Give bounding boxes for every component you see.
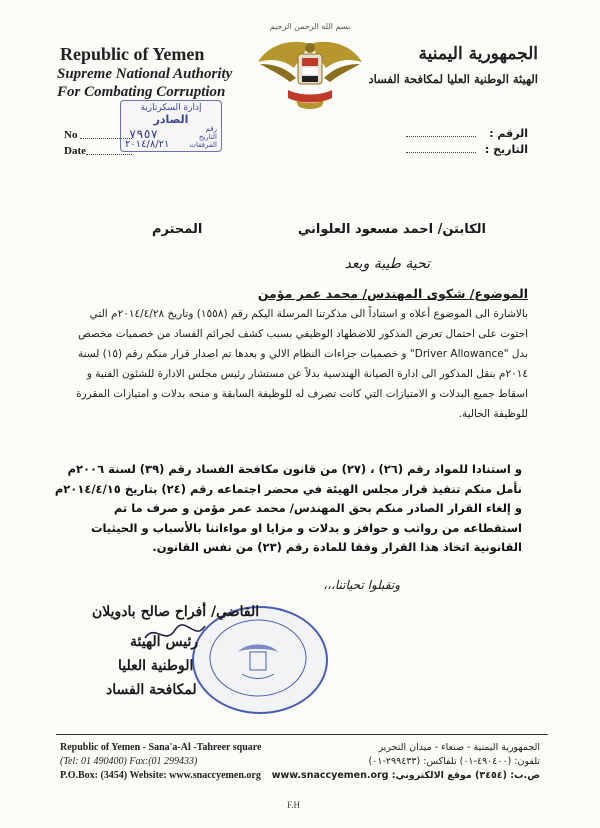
footer-tel-en: (Tel: 01 490400) Fax:(01 299433) — [60, 756, 198, 767]
secretariat-stamp — [120, 100, 222, 152]
stamp-row-number: رقم — [205, 125, 217, 133]
signatory-name: القاضي/ أفراح صالح بادويلان — [92, 604, 260, 620]
paragraph-2: و استنادا للمواد رقم (٢٦) ، (٢٧) من قانون مكافحة الفساد رقم (٣٩) لسنة ٢٠٠٦م نأمل منكم تنفيذ قرار مجلس الهيئة في محضر اجتماعه رقم (٢٤) بتاريخ ٢٠١٤/٤/١٥م و إلغاء القرار الصادر منكم بحق المهندس/ محمد عمر مؤمن و صرف ما تم استقطاعه من رواتب و حوافز و بدلات و مزايا او مواءاتنا بالأسباب و الحيثيات القانونية اتخاذ هذا القرار وفقا للمادة رقم (٢٣) من نفس القانون. — [54, 462, 522, 554]
paragraph-1: بالاشارة الى الموضوع أعلاه و استناداً الى مذكرتنا المرسلة اليكم رقم (١٥٥٨) وتاريخ ٢٠١٤/٤/٢٨م التي احتوت على احتمال تعرض المذكور للاضطهاد الوظيفي بسبب كشف لجرائم الفساد من خصميات مخصص بدل "Driver Allowance" و خصميات جزاءات النظام الالي و بعدها تم اصدار قرار منكم رقم (١٥) لسنة ٢٠١٤م بنقل المذكور الى ادارة الصيانة الهندسية بدلاً عن مستشار رئيس مجلس الادارة للشئون الفنية و اسقاط جميع البدلات و الامتيازات التي كانت تصرف له للوظيفة السابقة و منحه بدلات و امتيازات المقررة للوظيفة الحالية. — [76, 308, 528, 420]
footer-pobox-en: P.O.Box: (3454) Website: www.snaccyemen.org — [60, 770, 261, 781]
subject: الموضوع/ شكوى المهندس/ محمد عمر مؤمن — [257, 286, 528, 301]
footer-pobox-ar: ص.ب: (٣٤٥٤) موقع الالكتروني: www.snaccyemen.org — [271, 770, 540, 781]
number-ar-dotted-line — [406, 126, 476, 137]
authority-ar: الهيئة الوطنية العليا لمكافحة الفساد — [368, 72, 538, 86]
stamp-row-attachments: المرفقات — [189, 141, 217, 149]
official-seal-stamp — [192, 606, 328, 714]
page-mark: F.H — [287, 800, 301, 810]
stamp-row-date: التاريخ — [198, 133, 217, 141]
honorific: المحترم — [152, 222, 203, 237]
stamp-outgoing: الصادر — [153, 113, 189, 126]
basmala: بسم الله الرحمن الرحيم — [269, 22, 351, 31]
authority-en-line2: For Combating Corruption — [57, 84, 226, 100]
title-ar: الجمهورية اليمنية — [418, 44, 538, 64]
no-label: No — [64, 129, 78, 141]
date-ar-dotted-line — [406, 142, 476, 153]
greeting: تحية طيبة وبعد — [344, 256, 430, 272]
stamp-number-handwritten: ٧٩٥٧ — [129, 127, 158, 141]
signatory-title-2: الوطنية العليا — [118, 658, 194, 674]
authority-en-line1: Supreme National Authority — [57, 66, 233, 82]
signatory-title-1: رئيس الهيئة — [130, 634, 199, 650]
number-label-ar: الرقم : — [489, 127, 528, 140]
stamp-date-handwritten: ٢٠١٤/٨/٢١ — [125, 139, 170, 150]
footer-divider — [56, 734, 548, 735]
signatory-title-3: لمكافحة الفساد — [106, 682, 197, 698]
date-label-ar: التاريخ : — [484, 143, 528, 156]
footer-address-en: Republic of Yemen - Sana'a-Al -Tahreer square — [60, 742, 262, 753]
title-en: Republic of Yemen — [60, 44, 205, 64]
footer-address-ar: الجمهورية اليمنية - صنعاء - ميدان التحرير — [378, 742, 540, 753]
yemen-eagle-emblem-icon — [250, 34, 370, 124]
closing: وتقبلوا تحياتنا،،، — [323, 578, 400, 592]
seal-emblem-icon — [194, 608, 322, 708]
footer-tel-ar: تلفون: (٤٩٠٤٠٠-٠١) تلفاكس: (٢٩٩٤٣٣-٠١) — [368, 756, 540, 767]
date-label: Date — [64, 145, 86, 157]
stamp-dept: إدارة السكرتارية — [140, 103, 202, 113]
recipient: الكابتن/ احمد مسعود العلواني — [297, 222, 486, 237]
